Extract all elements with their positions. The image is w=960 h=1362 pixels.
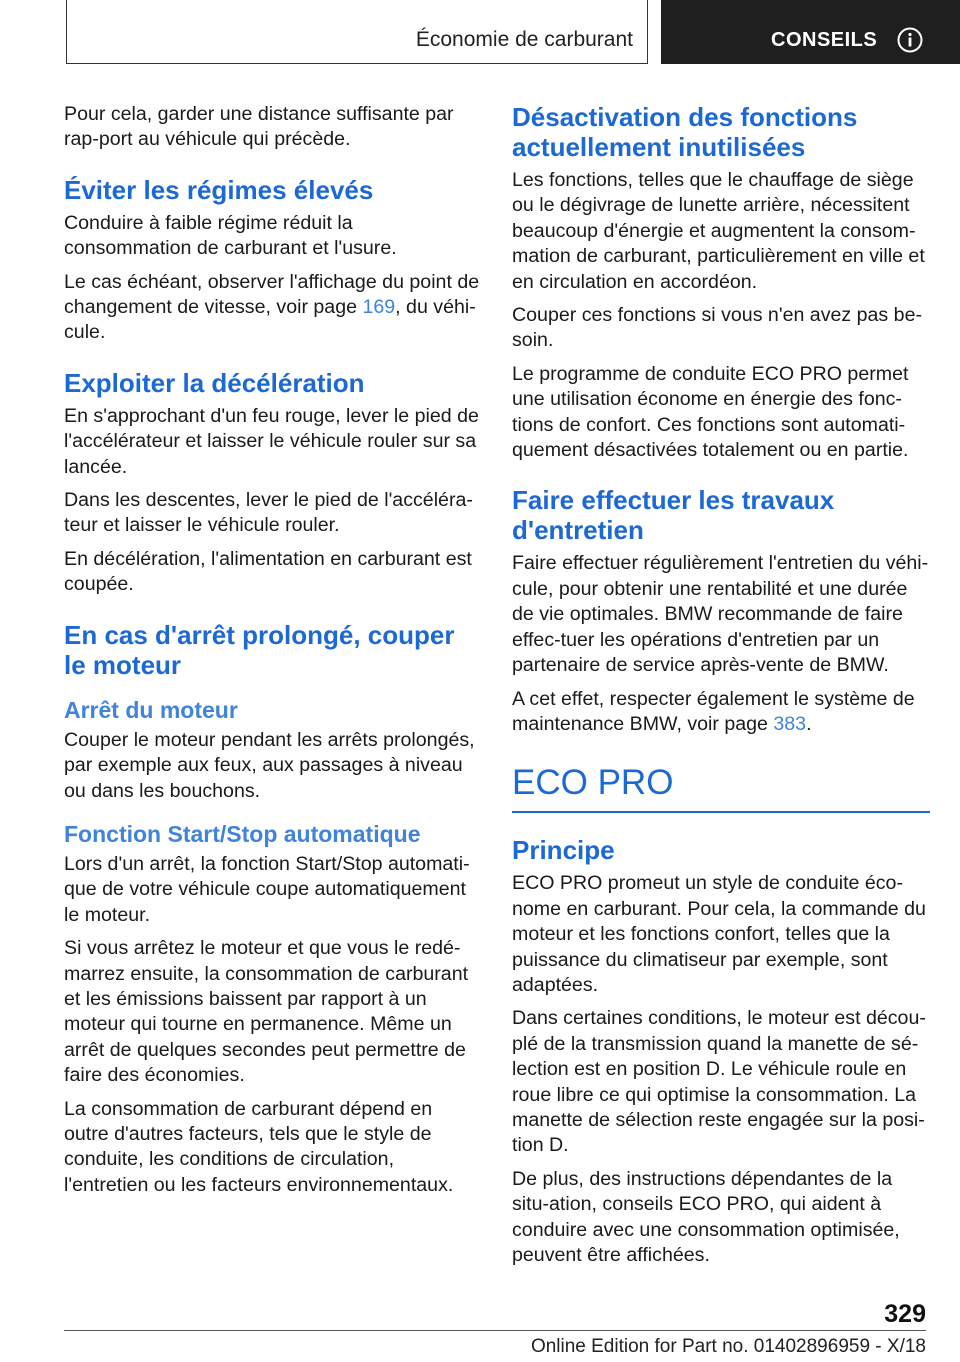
paragraph xyxy=(64,270,482,346)
paragraph: Si vous arrêtez le moteur et que vous le redé-marrez ensuite, la consommation de carburant et les émissions baissent par rapport à un moteur qui tourne en permanence. Même un arrêt de quelques secondes peut permettre de faire des économies. xyxy=(64,937,469,1087)
chapter-title-eco-pro: ECO PRO xyxy=(512,763,930,813)
info-icon xyxy=(897,27,923,53)
text-run: , du véhi-cule. xyxy=(64,296,476,344)
intro-paragraph: Pour cela, garder une distance suffisante par rap-port au véhicule qui précède. xyxy=(64,103,454,151)
paragraph: Dans certaines conditions, le moteur est décou-plé de la transmission quand la manette de sé-lection est en position D. Le véhicule roule en roue libre ce qui optimise la consommation. La manette de sélection reste engagée sur la posi-tion D. xyxy=(512,1007,926,1157)
paragraph xyxy=(512,687,930,738)
heading-principle: Principe xyxy=(512,835,615,866)
subheading-start-stop: Fonction Start/Stop automatique xyxy=(64,820,421,847)
heading-avoid-high-rpm: Éviter les régimes élevés xyxy=(64,174,374,205)
heading-prolonged-stop: En cas d'arrêt prolongé, couper le moteur xyxy=(64,619,455,680)
heading-deactivate-functions: Désactivation des fonctions actuellement inutilisées xyxy=(512,102,858,162)
paragraph: En décélération, l'alimentation en carburant est coupée. xyxy=(64,547,472,596)
paragraph: Couper le moteur pendant les arrêts prolongés, par exemple aux feux, aux passages à niveau ou dans les bouchons. xyxy=(64,728,475,802)
text-run: . xyxy=(806,712,812,735)
paragraph: Lors d'un arrêt, la fonction Start/Stop automati-que de votre véhicule coupe automatiquement le moteur. xyxy=(64,852,470,926)
page-link-169[interactable]: 169 xyxy=(362,296,396,319)
paragraph: Le programme de conduite ECO PRO permet une utilisation économe en énergie des fonc-tions de confort. Ces fonctions sont automati-quement désactivées totalement ou en partie. xyxy=(512,362,909,462)
paragraph: Les fonctions, telles que le chauffage de siège ou le dégivrage de lunette arrière, nécessitent beaucoup d'énergie et augmentent la consom-mation de carburant, particulièrement en ville et en circulation en accordéon. xyxy=(512,169,925,293)
left-column xyxy=(64,102,482,1206)
paragraph: Dans les descentes, lever le pied de l'accéléra-teur et laisser le véhicule rouler. xyxy=(64,489,473,537)
heading-maintenance: Faire effectuer les travaux d'entretien xyxy=(512,485,835,546)
paragraph: Conduire à faible régime réduit la consommation de carburant et l'usure. xyxy=(64,211,397,260)
paragraph: De plus, des instructions dépendantes de la situ-ation, conseils ECO PRO, qui aident à conduire avec une consommation optimisée, peuvent être affichées. xyxy=(512,1167,900,1266)
page-number: 329 xyxy=(884,1300,926,1328)
paragraph: ECO PRO promeut un style de conduite éco-nome en carburant. Pour cela, la commande du moteur et les fonctions confort, telles que la puissance du climatiseur par exemple, sont adaptées. xyxy=(512,872,926,996)
header-chapter-tab xyxy=(661,0,960,64)
text-run: Le cas échéant, observer l'affichage du point de changement de vitesse, voir page xyxy=(64,270,480,319)
page-link-383[interactable]: 383 xyxy=(773,712,807,735)
header-section-tab xyxy=(66,0,648,64)
chapter-tab-label: CONSEILS xyxy=(771,29,878,51)
footer-divider xyxy=(64,1330,926,1331)
text-run: A cet effet, respecter également le système de maintenance BMW, voir page xyxy=(512,687,915,735)
paragraph: En s'approchant d'un feu rouge, lever le pied de l'accélérateur et laisser le véhicule rouler sur sa lancée. xyxy=(64,404,479,478)
subheading-engine-stop: Arrêt du moteur xyxy=(64,696,238,723)
footer-edition: Online Edition for Part no. 01402896959 - X/18 xyxy=(530,1336,926,1357)
right-column xyxy=(512,102,930,1276)
paragraph: Couper ces fonctions si vous n'en avez pas be-soin. xyxy=(512,304,922,352)
paragraph: Faire effectuer régulièrement l'entretien du véhi-cule, pour obtenir une rentabilité et une durée de vie optimales. BMW recommande de faire effec-tuer les opérations d'entretien par un partenaire de service après-vente de BMW. xyxy=(512,552,929,677)
paragraph: La consommation de carburant dépend en outre d'autres facteurs, tels que le style de conduite, les conditions de circulation, l'entretien ou les facteurs environnementaux. xyxy=(64,1097,454,1196)
section-title: Économie de carburant xyxy=(415,28,633,51)
heading-deceleration: Exploiter la décélération xyxy=(64,367,365,398)
